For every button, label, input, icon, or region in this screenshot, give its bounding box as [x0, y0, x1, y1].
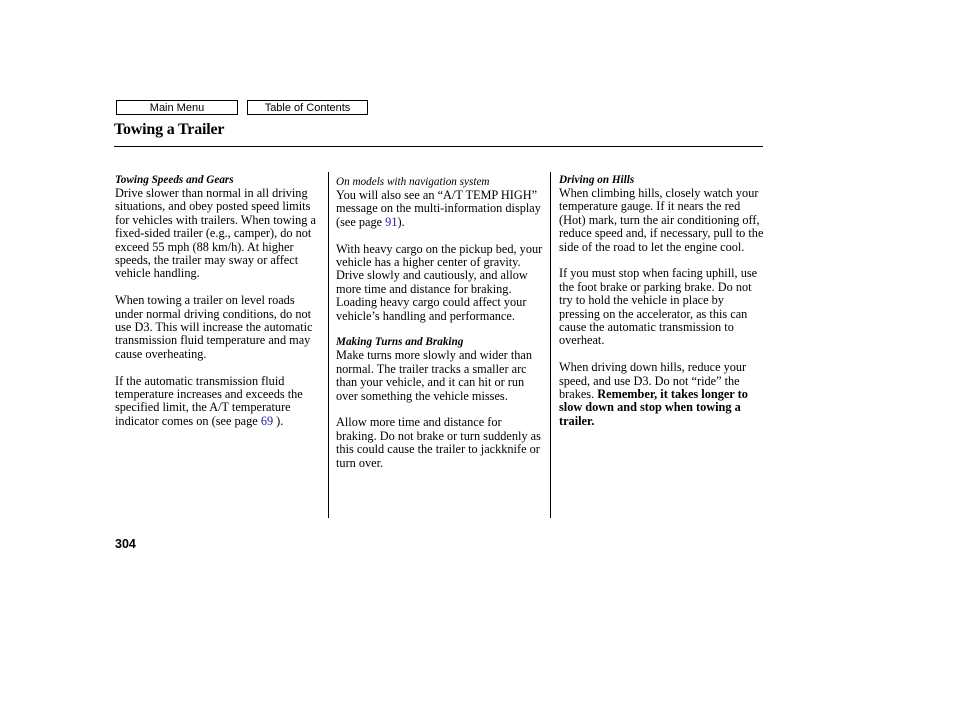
temp-high-text-end: ). [397, 214, 405, 229]
temp-high-text: You will also see an “A/T TEMP HIGH” message on the multi-information display (see page [336, 188, 541, 229]
uphill-stop-paragraph: If you must stop when facing uphill, use the foot brake or parking brake. Do not try to hold the vehicle in place by pressing on the accelerator, as this can cause the automatic transmission to overheat. [559, 266, 758, 348]
table-of-contents-button[interactable]: Table of Contents [247, 100, 368, 115]
main-menu-button[interactable]: Main Menu [116, 100, 238, 115]
column-divider-2 [550, 172, 551, 518]
column-right [559, 172, 764, 442]
braking-paragraph: Allow more time and distance for braking. Do not brake or turn suddenly as this could cause the trailer to jackknife or turn over. [336, 415, 541, 470]
navigation-models-note: On models with navigation system [336, 176, 490, 188]
level-roads-paragraph: When towing a trailer on level roads under normal driving conditions, do not use D3. This will increase the automatic transmission fluid temperature and may cause overheating. [115, 293, 313, 361]
driving-hills-heading: Driving on Hills [559, 174, 635, 186]
speeds-paragraph: Drive slower than normal in all driving situations, and obey posted speed limits for vehicles with trailers. When towing a fixed-sided trailer (e.g., camper), do not exceed 55 mph (88 km/h). At higher speeds, the trailer may sway or affect vehicle handling. [115, 186, 316, 281]
page-title: Towing a Trailer [114, 121, 225, 138]
heavy-cargo-paragraph: With heavy cargo on the pickup bed, your vehicle has a higher center of gravity. Drive slowly and cautiously, and allow more time and distance for braking. Loading heavy cargo could affect your vehicle’s handling and performance. [336, 241, 543, 323]
turns-braking-heading: Making Turns and Braking [336, 336, 464, 349]
turns-paragraph: Make turns more slowly and wider than normal. The trailer tracks a smaller arc than your vehicle, and it can hit or run over something the vehicle misses. [336, 348, 533, 403]
column-divider-1 [328, 172, 329, 518]
temp-high-paragraph [336, 189, 544, 229]
temperature-paragraph [115, 375, 322, 429]
temperature-text-end: ). [273, 413, 284, 428]
column-middle [336, 172, 544, 483]
downhill-warning: Remember, it takes longer to slow down and stop when towing a trailer. [559, 387, 748, 428]
page-69-link[interactable]: 69 [260, 413, 274, 428]
climbing-hills-paragraph: When climbing hills, closely watch your temperature gauge. If it nears the red (Hot) mark, turn the air conditioning off, reduce speed and, if necessary, pull to the side of the road to let the engine cool. [559, 186, 764, 254]
towing-speeds-heading: Towing Speeds and Gears [115, 174, 234, 186]
temperature-text: If the automatic transmission fluid temperature increases and exceeds the specified limit, the A/T temperature indicator comes on (see page [115, 373, 303, 428]
page-91-link[interactable]: 91 [385, 214, 398, 229]
page-number: 304 [115, 537, 136, 551]
downhill-paragraph [559, 361, 764, 428]
column-left [115, 172, 322, 442]
title-divider [114, 146, 763, 147]
downhill-text: When driving down hills, reduce your speed, and use D3. Do not “ride” the brakes. [559, 360, 747, 402]
